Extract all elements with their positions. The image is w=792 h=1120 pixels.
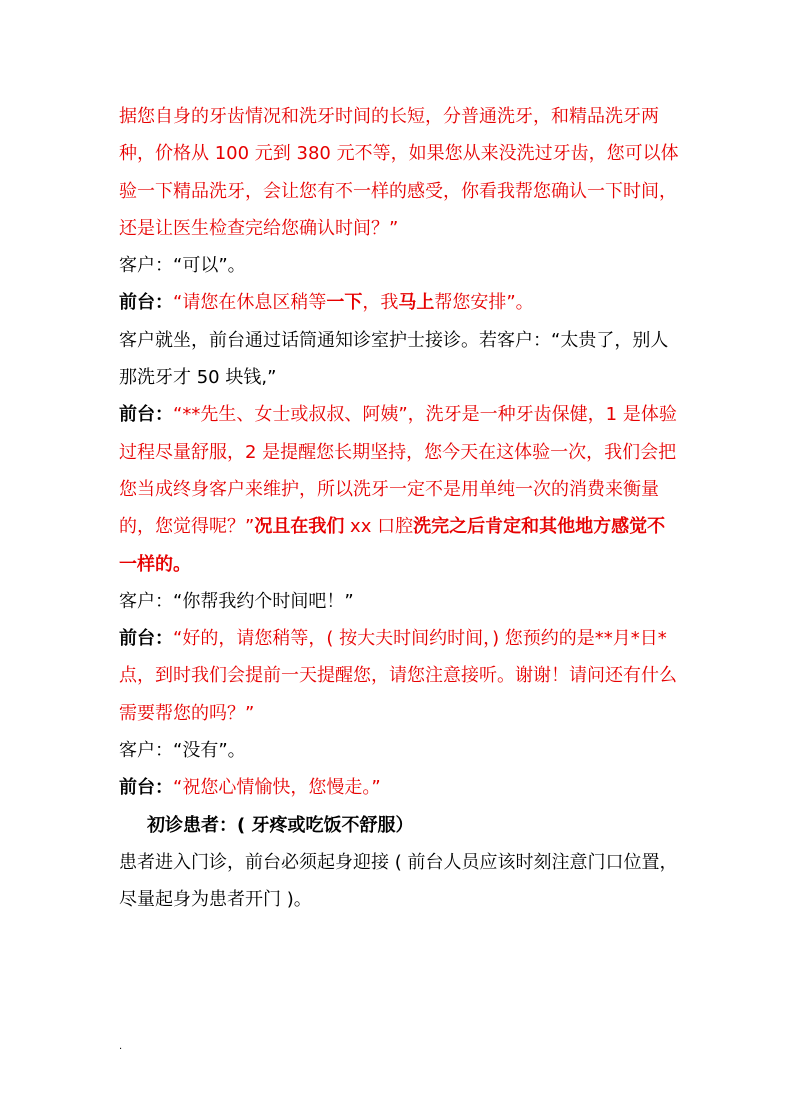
dialogue-reception-1 <box>119 284 679 321</box>
dialogue-text: “祝您心情愉快，您慢走。” <box>173 777 381 799</box>
dialogue-emphasis: 马上 <box>398 292 435 314</box>
dialogue-text: 帮您安排”。 <box>434 292 534 314</box>
dialogue-reception-2 <box>119 396 679 582</box>
footer-mark: . <box>119 1041 123 1052</box>
speaker-label: 前台： <box>119 628 173 650</box>
speaker-label: 前台： <box>119 777 173 799</box>
dialogue-customer-3 <box>119 732 679 769</box>
dialogue-text: “可以”。 <box>173 255 246 277</box>
dialogue-reception-4 <box>119 769 679 806</box>
speaker-label: 前台： <box>119 404 173 426</box>
dialogue-text: ，我 <box>362 292 399 314</box>
narration-paragraph-1: 客户就坐，前台通过话筒通知诊室护士接诊。若客户：“太贵了，别人那洗牙才 50 块钱,” <box>119 329 669 389</box>
speaker-label: 客户： <box>119 740 173 762</box>
dialogue-emphasis: 况且在我们 <box>254 516 345 538</box>
dialogue-text: “没有”。 <box>173 740 246 762</box>
dialogue-emphasis: 一下 <box>326 292 363 314</box>
dialogue-text: “**先生、女士或叔叔、阿姨”，洗牙是一种牙齿保健，1 是体验过程尽量舒服，2 是提醒您长期坚持，您今天在这体验一次，我们会把您当成终身客户来维护，所以洗牙一定不是用单纯一次的消费来衡量的，您觉得呢？” <box>119 404 677 538</box>
speaker-label: 前台： <box>119 292 173 314</box>
dialogue-customer-2 <box>119 583 679 620</box>
dialogue-text: “请您在休息区稍等 <box>173 292 327 314</box>
dialogue-reception-3 <box>119 620 679 732</box>
dialogue-customer-1 <box>119 247 679 284</box>
speaker-label: 客户： <box>119 590 173 612</box>
narration-paragraph-2: 患者进入门诊，前台必须起身迎接 ( 前台人员应该时刻注意门口位置，尽量起身为患者开门 )。 <box>119 851 678 911</box>
dialogue-text: “你帮我约个时间吧！” <box>173 590 354 612</box>
document-body <box>119 98 679 919</box>
section-heading: 初诊患者：( 牙疼或吃饭不舒服） <box>147 814 414 836</box>
dialogue-text: xx 口腔 <box>344 516 414 538</box>
intro-paragraph: 据您自身的牙齿情况和洗牙时间的长短，分普通洗牙，和精品洗牙两种，价格从 100 元到 380 元不等，如果您从来没洗过牙齿，您可以体验一下精品洗牙，会让您有不一样的感受，你看我帮您确认一下时间，还是让医生检查完给您确认时间？” <box>119 106 679 239</box>
speaker-label: 客户： <box>119 255 173 277</box>
dialogue-text: “好的，请您稍等，( 按大夫时间约时间，) 您预约的是**月*日*点，到时我们会提前一天提醒您，请您注意接听。谢谢！请问还有什么需要帮您的吗？” <box>119 628 677 724</box>
dialogue-emphasis: 洗完之后肯定和其他地方感觉不一样的。 <box>119 516 666 575</box>
